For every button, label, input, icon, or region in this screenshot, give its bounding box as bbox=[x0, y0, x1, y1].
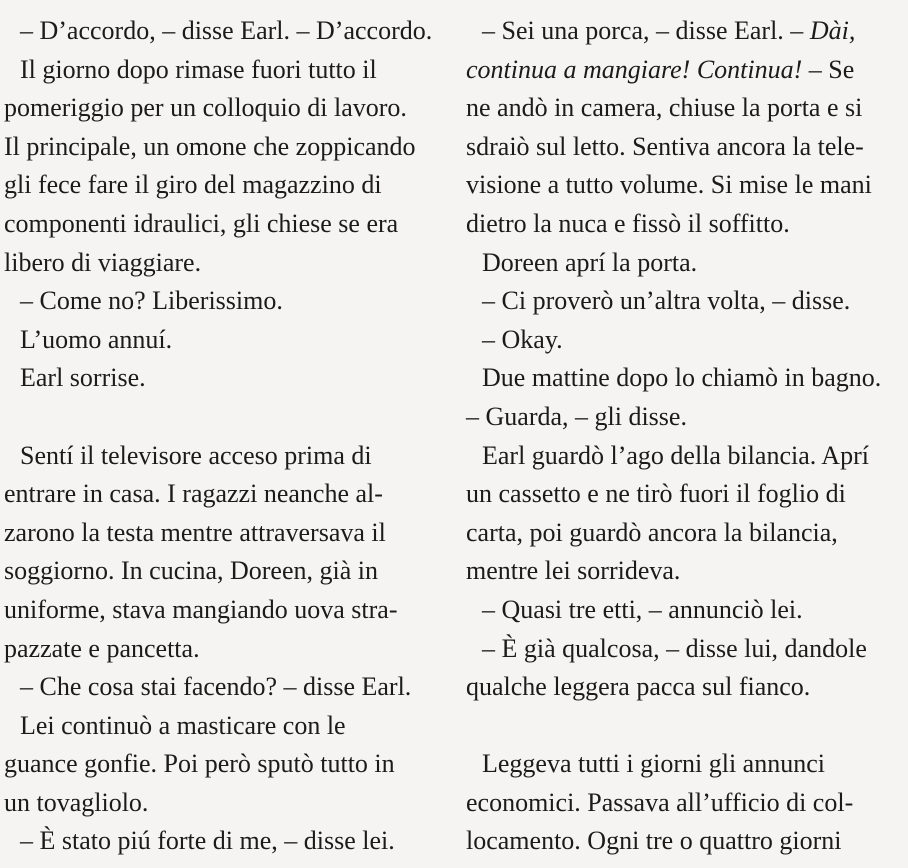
text-segment: libero di viaggiare. bbox=[4, 247, 202, 277]
text-line bbox=[4, 591, 466, 630]
text-line bbox=[466, 244, 900, 283]
text-segment: Leggeva tutti i giorni gli annunci bbox=[482, 749, 825, 779]
text-line bbox=[466, 514, 900, 553]
text-segment: dietro la nuca e fissò il soffitto. bbox=[466, 208, 790, 238]
text-segment: componenti idraulici, gli chiese se era bbox=[4, 208, 399, 238]
text-segment: mentre lei sorrideva. bbox=[466, 556, 681, 586]
text-line bbox=[4, 822, 466, 861]
text-segment: – È stato piú forte di me, – disse lei. bbox=[20, 826, 395, 856]
text-segment: uniforme, stava mangiando uova stra- bbox=[4, 594, 398, 624]
text-line bbox=[466, 552, 900, 591]
text-segment: un cassetto e ne tirò fuori il foglio di bbox=[466, 479, 846, 509]
text-line bbox=[466, 12, 900, 51]
text-line bbox=[466, 784, 900, 823]
text-line bbox=[466, 591, 900, 630]
text-line bbox=[4, 128, 466, 167]
text-line bbox=[466, 475, 900, 514]
paragraph-break bbox=[4, 398, 466, 437]
text-segment: Earl sorrise. bbox=[20, 363, 146, 393]
text-segment: gli fece fare il giro del magazzino di bbox=[4, 170, 382, 200]
text-segment: economici. Passava all’ufficio di col- bbox=[466, 787, 854, 817]
text-line bbox=[4, 630, 466, 669]
italic-text-segment: Dài, bbox=[809, 16, 856, 45]
text-segment: Doreen aprí la porta. bbox=[482, 247, 698, 277]
text-line bbox=[4, 745, 466, 784]
text-line bbox=[466, 630, 900, 669]
text-segment: – È già qualcosa, – disse lui, dandole bbox=[482, 633, 867, 663]
text-line bbox=[4, 514, 466, 553]
text-line bbox=[466, 745, 900, 784]
text-line bbox=[466, 282, 900, 321]
text-line bbox=[4, 12, 466, 51]
paragraph-break bbox=[466, 707, 900, 746]
text-segment: un tovagliolo. bbox=[4, 787, 149, 817]
italic-text-segment: continua a mangiare! Continua! bbox=[466, 54, 803, 84]
text-segment: – Okay. bbox=[482, 324, 563, 354]
text-line bbox=[466, 51, 900, 90]
text-segment: locamento. Ogni tre o quattro giorni bbox=[466, 826, 842, 856]
text-segment: – Quasi tre etti, – annunciò lei. bbox=[482, 594, 803, 624]
text-segment: soggiorno. In cucina, Doreen, già in bbox=[4, 556, 379, 586]
text-segment: – Guarda, – gli disse. bbox=[466, 401, 687, 431]
text-segment: carta, poi guardò ancora la bilancia, bbox=[466, 517, 838, 547]
text-segment: ne andò in camera, chiuse la porta e si bbox=[466, 93, 863, 123]
text-segment: Lei continuò a masticare con le bbox=[20, 710, 346, 740]
text-line bbox=[4, 437, 466, 476]
text-segment: Il giorno dopo rimase fuori tutto il bbox=[20, 54, 377, 84]
text-column-left bbox=[4, 12, 466, 868]
text-line bbox=[466, 668, 900, 707]
text-segment: qualche leggera pacca sul fianco. bbox=[466, 672, 811, 702]
text-segment: pazzate e pancetta. bbox=[4, 633, 200, 663]
text-column-right bbox=[466, 12, 900, 868]
text-segment: pomeriggio per un colloquio di lavoro. bbox=[4, 93, 407, 123]
text-line bbox=[466, 437, 900, 476]
text-segment: – Come no? Liberissimo. bbox=[20, 286, 283, 316]
text-line bbox=[4, 282, 466, 321]
text-line bbox=[4, 359, 466, 398]
text-line bbox=[4, 321, 466, 360]
text-segment: – Che cosa stai facendo? – disse Earl. bbox=[20, 672, 412, 702]
text-line bbox=[4, 552, 466, 591]
text-line bbox=[466, 359, 900, 398]
text-line bbox=[4, 475, 466, 514]
text-segment: sdraiò sul letto. Sentiva ancora la tele- bbox=[466, 131, 864, 161]
text-line bbox=[4, 205, 466, 244]
text-line bbox=[466, 205, 900, 244]
text-line bbox=[4, 51, 466, 90]
text-line bbox=[466, 89, 900, 128]
text-segment: – Se bbox=[802, 54, 855, 84]
text-line bbox=[4, 784, 466, 823]
text-line bbox=[4, 668, 466, 707]
text-line bbox=[466, 128, 900, 167]
text-segment: L’uomo annuí. bbox=[20, 324, 173, 354]
text-segment: visione a tutto volume. Si mise le mani bbox=[466, 170, 872, 200]
text-segment: Due mattine dopo lo chiamò in bagno. bbox=[482, 363, 882, 393]
text-segment: – Sei una porca, – disse Earl. – bbox=[482, 16, 810, 45]
text-line bbox=[466, 822, 900, 861]
text-line bbox=[4, 166, 466, 205]
text-line bbox=[466, 398, 900, 437]
text-line bbox=[466, 321, 900, 360]
text-segment: Sentí il televisore acceso prima di bbox=[20, 440, 372, 470]
text-segment: – Ci proverò un’altra volta, – disse. bbox=[482, 286, 851, 316]
text-segment: zarono la testa mentre attraversava il bbox=[4, 517, 386, 547]
text-line bbox=[466, 166, 900, 205]
text-segment: Il principale, un omone che zoppicando bbox=[4, 131, 416, 161]
text-line bbox=[4, 89, 466, 128]
text-line bbox=[4, 244, 466, 283]
text-segment: guance gonfie. Poi però sputò tutto in bbox=[4, 749, 395, 779]
text-segment: – D’accordo, – disse Earl. – D’accordo. bbox=[20, 16, 433, 45]
text-segment: Earl guardò l’ago della bilancia. Aprí bbox=[482, 440, 869, 470]
text-segment: entrare in casa. I ragazzi neanche al- bbox=[4, 479, 383, 509]
text-line bbox=[4, 707, 466, 746]
